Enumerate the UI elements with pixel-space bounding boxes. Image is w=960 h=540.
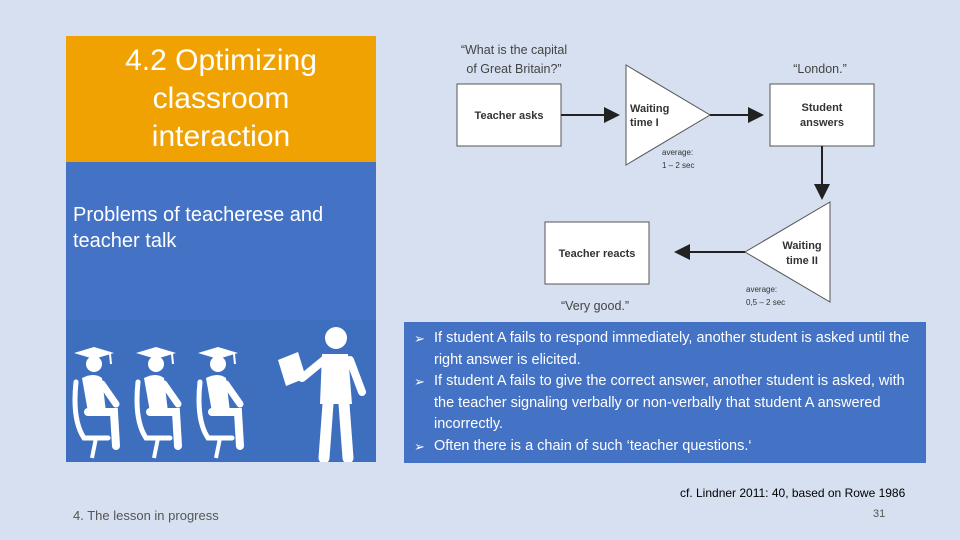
slide-subtitle: Problems of teacherese and teacher talk: [73, 204, 324, 252]
arrowhead-bullet-icon: ➢: [414, 331, 425, 346]
waiting-time-2-line2: time II: [786, 255, 818, 267]
subtitle-box: [66, 162, 376, 320]
quote-reaction: “Very good.”: [560, 299, 630, 313]
student-answers-line2: answers: [799, 117, 845, 129]
average-2-value: 0,5 – 2 sec: [746, 298, 786, 307]
title-box: [66, 36, 376, 162]
quote-question-line2: of Great Britain?”: [466, 62, 562, 76]
quote-answer: “London.”: [793, 62, 847, 76]
student-answers-line1: Student: [801, 102, 843, 114]
classroom-pictogram: [66, 320, 376, 462]
citation: cf. Lindner 2011: 40, based on Rowe 1986: [680, 486, 906, 500]
bullet-list: [404, 322, 926, 463]
bullet-text: Often there is a chain of such ‘teacher questions.‘: [434, 437, 752, 454]
waiting-time-1-line2: time I: [630, 117, 659, 129]
average-2-label: average:: [746, 285, 778, 294]
list-item: [414, 328, 916, 371]
student-answers-box: [770, 84, 874, 146]
student-icon: [136, 347, 178, 458]
student-icon: [198, 347, 240, 458]
arrowhead-bullet-icon: ➢: [414, 374, 425, 390]
quote-question-line1: “What is the capital: [460, 43, 568, 57]
waiting-time-diagram: [440, 30, 880, 320]
average-1-value: 1 – 2 sec: [662, 161, 695, 170]
teacher-asks-label: Teacher asks: [474, 110, 544, 122]
bullet-text: If student A fails to respond immediately, another student is asked until the right answer is elicited.: [434, 330, 910, 368]
classroom-icon: [66, 320, 376, 462]
page-number: 31: [873, 508, 886, 520]
teacher-reacts-label: Teacher reacts: [558, 248, 636, 260]
waiting-time-2-line1: Waiting: [782, 240, 822, 252]
slide-footer: 4. The lesson in progress: [73, 508, 219, 523]
average-1-label: average:: [662, 148, 694, 157]
list-item: [414, 371, 916, 436]
arrowhead-bullet-icon: ➢: [414, 438, 425, 454]
bullet-text: If student A fails to give the correct answer, another student is asked, with the teacher signaling verbally or non-verbally that student A answered incorrectly.: [434, 373, 905, 433]
waiting-time-1-line1: Waiting: [630, 103, 670, 115]
slide-title: 4.2 Optimizing classroom interaction: [125, 44, 317, 153]
student-icon: [74, 347, 116, 458]
teacher-icon: [278, 327, 362, 458]
list-item: [414, 436, 916, 458]
